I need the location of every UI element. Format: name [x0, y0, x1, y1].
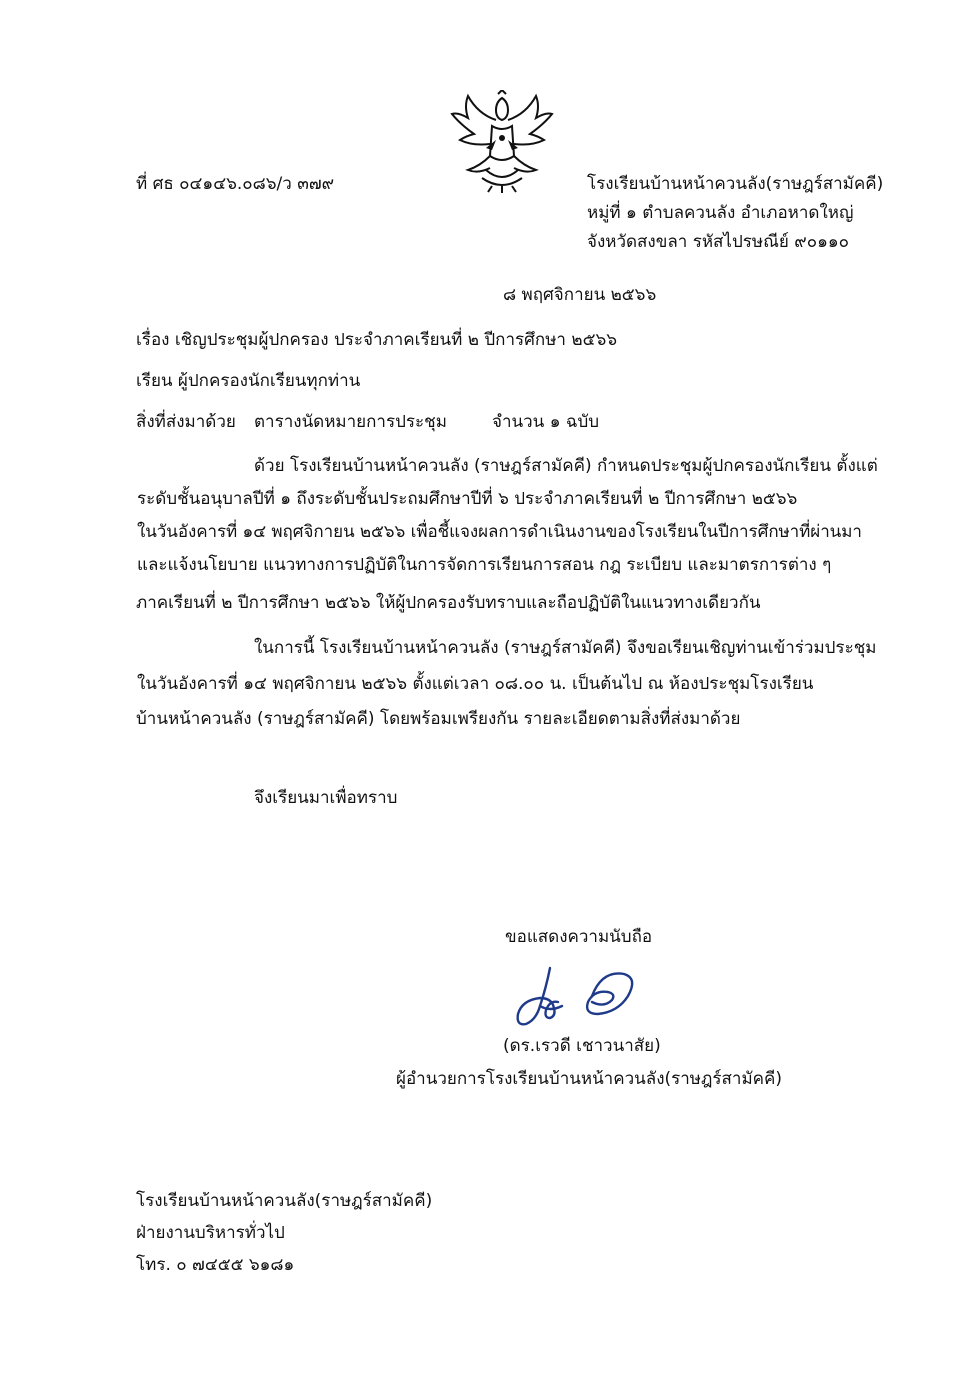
body-p1-line5: ภาคเรียนที่ ๒ ปีการศึกษา ๒๕๖๖ ให้ผู้ปกครองรับทราบและถือปฏิบัติในแนวทางเดียวกัน — [136, 593, 761, 613]
handwritten-signature-icon — [510, 962, 640, 1030]
enclosure-label: สิ่งที่ส่งมาด้วย — [136, 412, 236, 432]
signatory-position: ผู้อำนวยการโรงเรียนบ้านหน้าควนลัง(ราษฎร์สามัคคี) — [396, 1069, 783, 1089]
closing-line: จึงเรียนมาเพื่อทราบ — [254, 788, 398, 808]
school-address-line3: จังหวัดสงขลา รหัสไปรษณีย์ ๙๐๑๑๐ — [587, 232, 850, 252]
school-address-line1: โรงเรียนบ้านหน้าควนลัง(ราษฎร์สามัคคี) — [587, 174, 884, 194]
regards-line: ขอแสดงความนับถือ — [505, 927, 653, 947]
footer-phone: โทร. ๐ ๗๔๕๕ ๖๑๘๑ — [136, 1255, 295, 1275]
body-p2-line2: ในวันอังคารที่ ๑๔ พฤศจิกายน ๒๕๖๖ ตั้งแต่เวลา ๐๘.๐๐ น. เป็นต้นไป ณ ห้องประชุมโรงเรียน — [137, 674, 814, 694]
enclosure-quantity: จำนวน ๑ ฉบับ — [492, 412, 600, 432]
footer-school-name: โรงเรียนบ้านหน้าควนลัง(ราษฎร์สามัคคี) — [136, 1191, 433, 1211]
body-p2-line1: ในการนี้ โรงเรียนบ้านหน้าควนลัง (ราษฎร์สามัคคี) จึงขอเรียนเชิญท่านเข้าร่วมประชุม — [254, 638, 877, 658]
body-p1-line2: ระดับชั้นอนุบาลปีที่ ๑ ถึงระดับชั้นประถมศึกษาปีที่ ๖ ประจำภาคเรียนที่ ๒ ปีการศึกษา ๒๕๖๖ — [137, 489, 798, 509]
subject-line: เรื่อง เชิญประชุมผู้ปกครอง ประจำภาคเรียนที่ ๒ ปีการศึกษา ๒๕๖๖ — [136, 330, 618, 350]
letter-date: ๘ พฤศจิกายน ๒๕๖๖ — [503, 285, 657, 305]
body-p2-line3: บ้านหน้าควนลัง (ราษฎร์สามัคคี) โดยพร้อมเพรียงกัน รายละเอียดตามสิ่งที่ส่งมาด้วย — [136, 709, 741, 729]
school-address-line2: หมู่ที่ ๑ ตำบลควนลัง อำเภอหาดใหญ่ — [587, 203, 854, 223]
body-p1-line4: และแจ้งนโยบาย แนวทางการปฏิบัติในการจัดการเรียนการสอน กฎ ระเบียบ และมาตรการต่าง ๆ — [137, 555, 832, 575]
body-p1-line3: ในวันอังคารที่ ๑๔ พฤศจิกายน ๒๕๖๖ เพื่อชี้แจงผลการดำเนินงานของโรงเรียนในปีการศึกษาที่ผ่านมา — [137, 522, 862, 542]
body-p1-line1: ด้วย โรงเรียนบ้านหน้าควนลัง (ราษฎร์สามัคคี) กำหนดประชุมผู้ปกครองนักเรียน ตั้งแต่ — [254, 456, 878, 476]
reference-number: ที่ ศธ ๐๔๑๔๖.๐๘๖/ว ๓๗๙ — [136, 174, 335, 194]
enclosure-item: ตารางนัดหมายการประชุม — [254, 412, 447, 432]
garuda-emblem-icon — [446, 90, 558, 194]
signatory-name: (ดร.เรวดี เชาวนาสัย) — [503, 1036, 661, 1056]
salutation-line: เรียน ผู้ปกครองนักเรียนทุกท่าน — [136, 371, 361, 391]
footer-department: ฝ่ายงานบริหารทั่วไป — [136, 1223, 285, 1243]
